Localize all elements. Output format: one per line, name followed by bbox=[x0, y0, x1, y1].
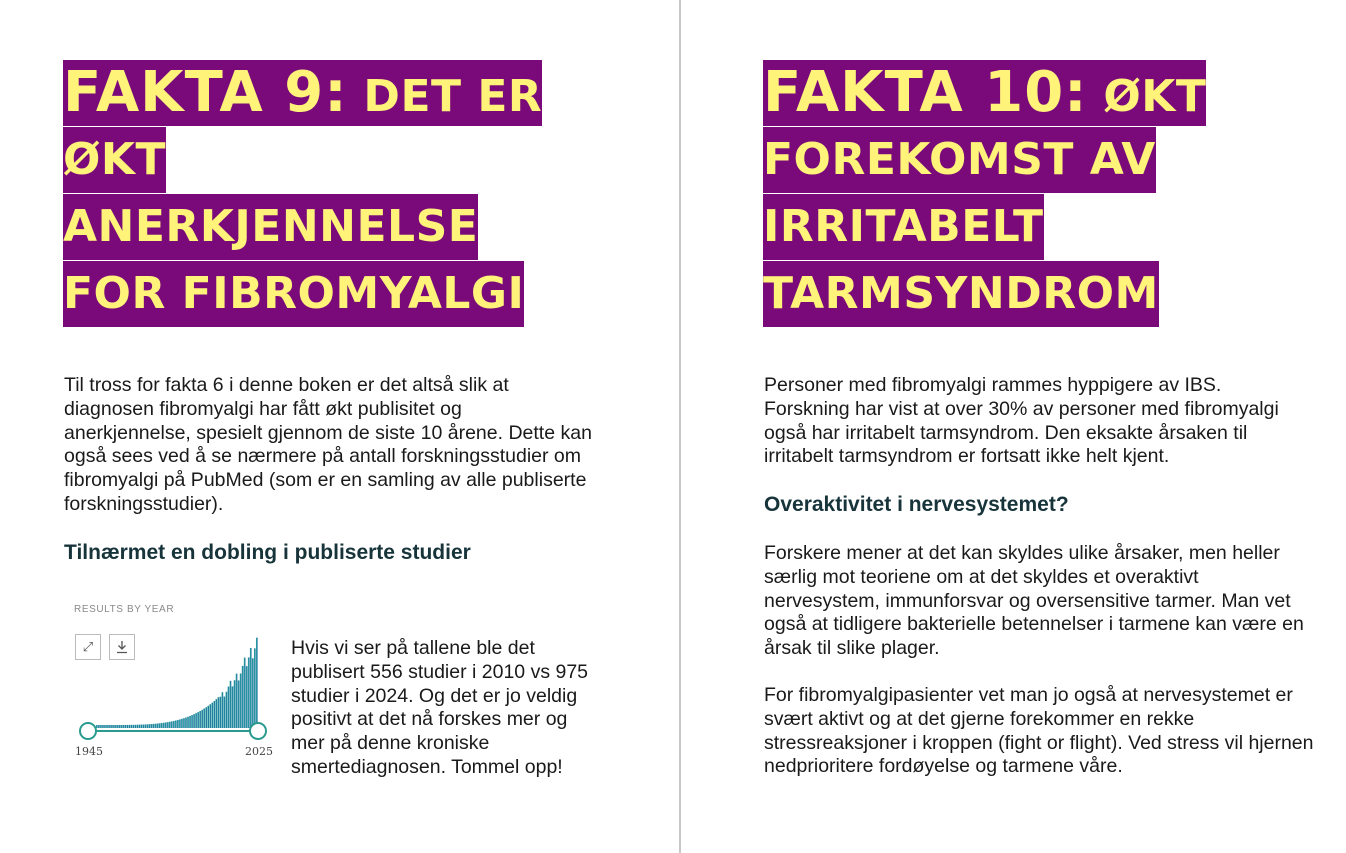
widget-title: RESULTS BY YEAR bbox=[74, 604, 175, 615]
histogram-bar bbox=[230, 681, 232, 728]
histogram-bar bbox=[102, 725, 104, 728]
histogram-bar bbox=[181, 719, 183, 728]
histogram-bar bbox=[203, 709, 205, 728]
fakta-10-heading: FAKTA 10: ØKT FOREKOMST AV IRRITABELT TARMSYNDROM bbox=[763, 60, 1206, 328]
histogram-bar bbox=[128, 725, 130, 728]
histogram-bar bbox=[246, 666, 248, 728]
histogram-bar bbox=[169, 722, 171, 728]
histogram-bar bbox=[114, 725, 116, 728]
histogram-bar bbox=[134, 725, 136, 728]
histogram-bar bbox=[147, 724, 149, 728]
histogram-bar bbox=[167, 722, 169, 728]
histogram-bar bbox=[108, 725, 110, 728]
histogram-bar bbox=[228, 687, 230, 728]
histogram bbox=[74, 604, 274, 764]
year-end-label: 2025 bbox=[245, 745, 273, 758]
range-handle-end[interactable] bbox=[250, 723, 266, 739]
histogram-bar bbox=[124, 725, 126, 728]
histogram-bar bbox=[112, 725, 114, 728]
histogram-bar bbox=[185, 717, 187, 728]
histogram-bar bbox=[149, 724, 151, 728]
paragraph-2: Forskere mener at det kan skyldes ulike årsaker, men heller særlig mot teoriene om at det skyldes et overaktivt nervesystem, immunforsvar og oversensitive tarmer. Man vet også at tidligere bakterielle betennelser i tarmene kan være en årsak til slike plager. bbox=[764, 542, 1304, 660]
histogram-bar bbox=[220, 697, 222, 728]
histogram-bar bbox=[218, 697, 220, 728]
histogram-bar bbox=[106, 725, 108, 728]
right-page bbox=[681, 0, 1346, 853]
paragraph-3: For fibromyalgipasienter vet man jo også at nervesystemet er svært aktivt og at det gjerne forekommer en rekke stressreaksjoner i kroppen (fight or flight). Ved stress vil hjernen nedprioritere fordøyelse og tarmene våre. bbox=[764, 684, 1314, 778]
histogram-bar bbox=[209, 704, 211, 728]
histogram-bar bbox=[151, 724, 153, 728]
histogram-bar bbox=[132, 725, 134, 728]
histogram-bar bbox=[183, 718, 185, 728]
side-paragraph: Hvis vi ser på tallene ble det publisert 556 studier i 2010 vs 975 studier i 2024. Og det er jo veldig positivt at det nå forskes mer og mer på denne kroniske smertediagnosen. Tommel opp! bbox=[291, 637, 589, 778]
histogram-bar bbox=[236, 674, 238, 728]
histogram-bar bbox=[100, 725, 102, 728]
histogram-bar bbox=[195, 713, 197, 728]
histogram-bar bbox=[189, 716, 191, 728]
histogram-bars bbox=[96, 638, 258, 728]
intro-paragraph: Personer med fibromyalgi rammes hyppigere av IBS. Forskning har vist at over 30% av personer med fibromyalgi også har irritabelt tarmsyndrom. Den eksakte årsaken til irritabelt tarmsyndrom er fortsatt ikke helt kjent. bbox=[764, 374, 1279, 468]
histogram-bar bbox=[187, 717, 189, 728]
histogram-bar bbox=[155, 724, 157, 728]
histogram-bar bbox=[159, 723, 161, 728]
subheading: Tilnærmet en dobling i publiserte studier bbox=[64, 541, 471, 564]
histogram-bar bbox=[240, 673, 242, 728]
fakta-9-heading: FAKTA 9: DET ER ØKT ANERKJENNELSE FOR FIBROMYALGI bbox=[63, 60, 542, 328]
histogram-bar bbox=[161, 723, 163, 728]
expand-icon: ⤢ bbox=[82, 639, 94, 654]
histogram-bar bbox=[254, 648, 256, 728]
histogram-bar bbox=[250, 648, 252, 728]
histogram-bar bbox=[122, 725, 124, 728]
histogram-bar bbox=[165, 722, 167, 728]
histogram-bar bbox=[224, 697, 226, 728]
range-handle-start[interactable] bbox=[80, 723, 96, 739]
histogram-bar bbox=[153, 724, 155, 728]
histogram-bar bbox=[242, 666, 244, 728]
histogram-bar bbox=[145, 724, 147, 728]
histogram-bar bbox=[173, 721, 175, 728]
histogram-bar bbox=[120, 725, 122, 728]
histogram-bar bbox=[248, 657, 250, 728]
histogram-bar bbox=[143, 725, 145, 728]
histogram-bar bbox=[199, 711, 201, 728]
histogram-bar bbox=[179, 719, 181, 728]
histogram-bar bbox=[201, 710, 203, 728]
histogram-bar bbox=[116, 725, 118, 728]
histogram-bar bbox=[163, 723, 165, 728]
histogram-bar bbox=[215, 699, 217, 728]
histogram-bar bbox=[207, 706, 209, 728]
histogram-bar bbox=[141, 725, 143, 728]
histogram-bar bbox=[175, 720, 177, 728]
histogram-bar bbox=[191, 715, 193, 728]
histogram-bar bbox=[118, 725, 120, 728]
histogram-bar bbox=[205, 707, 207, 728]
histogram-bar bbox=[213, 701, 215, 728]
histogram-bar bbox=[177, 720, 179, 728]
histogram-bar bbox=[211, 703, 213, 728]
histogram-bar bbox=[130, 725, 132, 728]
histogram-bar bbox=[104, 725, 106, 728]
histogram-bar bbox=[197, 712, 199, 728]
histogram-bar bbox=[252, 658, 254, 728]
histogram-bar bbox=[232, 686, 234, 728]
subheading: Overaktivitet i nervesystemet? bbox=[764, 493, 1069, 516]
histogram-bar bbox=[234, 680, 236, 728]
histogram-bar bbox=[98, 725, 100, 728]
histogram-bar bbox=[171, 721, 173, 728]
histogram-bar bbox=[157, 723, 159, 728]
histogram-bar bbox=[222, 692, 224, 728]
histogram-bar bbox=[139, 725, 141, 728]
histogram-bar bbox=[137, 725, 139, 728]
intro-paragraph: Til tross for fakta 6 i denne boken er det altså slik at diagnosen fibromyalgi har fått økt publisitet og anerkjennelse, spesielt gjennom de siste 10 årene. Dette kan også sees ved å se nærmere på antall forskningsstudier om fibromyalgi på PubMed (som er en samling av alle publiserte forskningsstudier). bbox=[64, 374, 592, 515]
histogram-bar bbox=[256, 638, 258, 728]
histogram-bar bbox=[238, 680, 240, 728]
histogram-bar bbox=[110, 725, 112, 728]
histogram-bar bbox=[126, 725, 128, 728]
results-by-year-widget bbox=[74, 604, 274, 764]
histogram-bar bbox=[244, 658, 246, 728]
histogram-bar bbox=[226, 692, 228, 728]
histogram-bar bbox=[193, 714, 195, 728]
year-start-label: 1945 bbox=[75, 745, 103, 758]
